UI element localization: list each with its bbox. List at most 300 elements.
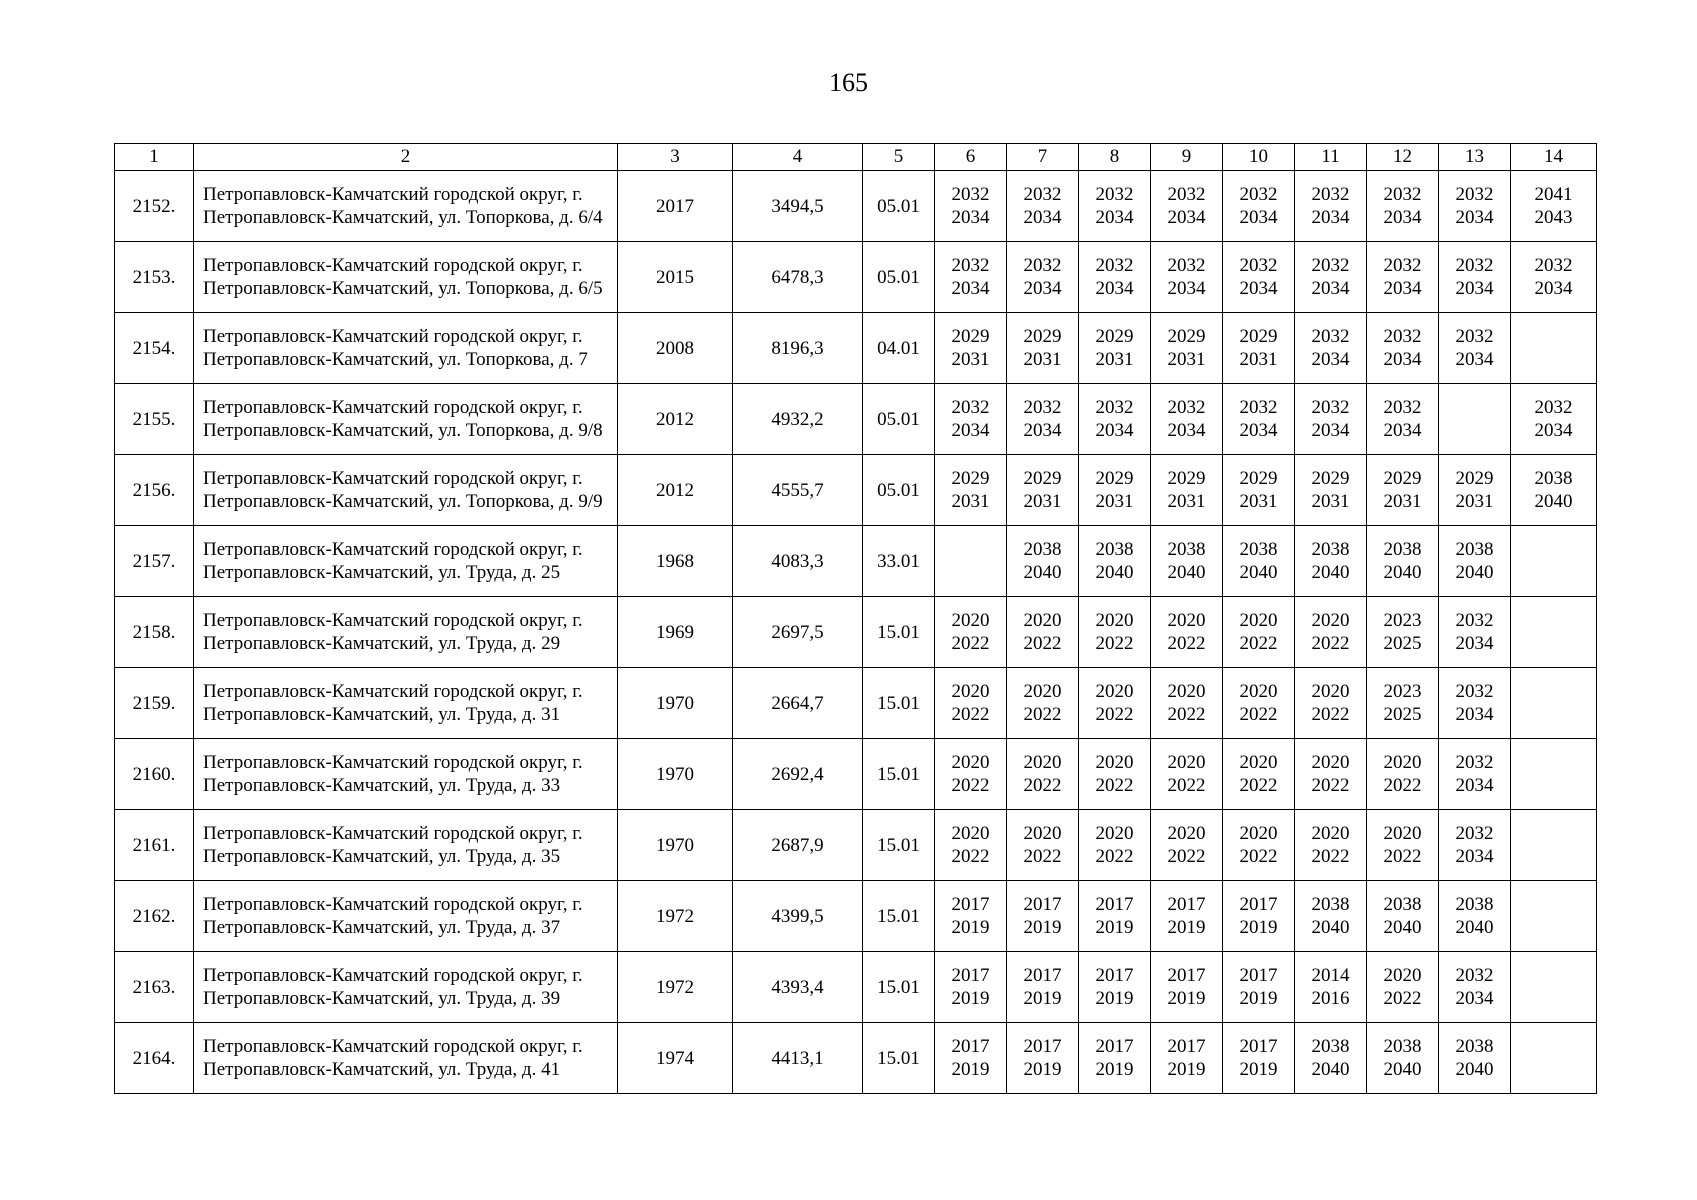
period-years: 2032 2034 — [1167, 184, 1206, 228]
year-built-cell: 1968 — [618, 526, 733, 597]
column-number-cell: 13 — [1439, 144, 1511, 171]
period-years: 2032 2034 — [1311, 326, 1350, 370]
row-number-cell: 2154. — [115, 313, 194, 384]
period-years: 2032 2034 — [1311, 255, 1350, 299]
column-number-cell: 5 — [863, 144, 935, 171]
area-cell: 4932,2 — [733, 384, 863, 455]
table-row — [115, 810, 1597, 881]
period-years: 2017 2019 — [951, 894, 990, 938]
address-cell: Петропавловск-Камчатский городской округ, г. Петропавловск-Камчатский, ул. Труда, д. 39 — [194, 952, 618, 1023]
period-cell — [1511, 597, 1597, 668]
period-years: 2017 2019 — [1239, 894, 1278, 938]
area-cell: 4555,7 — [733, 455, 863, 526]
row-number-cell: 2159. — [115, 668, 194, 739]
period-cell — [1439, 526, 1511, 597]
table-row — [115, 313, 1597, 384]
period-years: 2038 2040 — [1383, 1036, 1422, 1080]
period-years: 2017 2019 — [1095, 894, 1134, 938]
period-years: 2038 2040 — [1167, 539, 1206, 583]
year-built-cell: 2015 — [618, 242, 733, 313]
period-cell — [1367, 384, 1439, 455]
period-cell — [1007, 171, 1079, 242]
period-years: 2038 2040 — [1095, 539, 1134, 583]
period-cell — [1367, 455, 1439, 526]
period-cell — [1439, 881, 1511, 952]
code-cell: 15.01 — [863, 597, 935, 668]
period-years: 2032 2034 — [1534, 255, 1573, 299]
table-row — [115, 242, 1597, 313]
period-years: 2020 2022 — [951, 823, 990, 867]
period-cell — [1223, 1023, 1295, 1094]
period-cell — [1151, 384, 1223, 455]
period-cell — [1079, 810, 1151, 881]
period-cell — [935, 668, 1007, 739]
period-cell — [1223, 242, 1295, 313]
period-cell — [1295, 739, 1367, 810]
period-years: 2017 2019 — [1023, 965, 1062, 1009]
code-cell: 05.01 — [863, 384, 935, 455]
row-number-cell: 2157. — [115, 526, 194, 597]
period-cell — [1079, 881, 1151, 952]
period-cell — [1007, 952, 1079, 1023]
period-cell — [1223, 313, 1295, 384]
table-row — [115, 384, 1597, 455]
period-cell — [1007, 313, 1079, 384]
period-cell — [1295, 597, 1367, 668]
period-cell — [1151, 313, 1223, 384]
period-cell — [935, 455, 1007, 526]
period-years: 2017 2019 — [1095, 965, 1134, 1009]
period-cell — [1295, 881, 1367, 952]
period-years: 2032 2034 — [951, 255, 990, 299]
period-years: 2017 2019 — [1167, 1036, 1206, 1080]
period-cell — [1511, 384, 1597, 455]
table-row — [115, 668, 1597, 739]
period-years: 2017 2019 — [1167, 965, 1206, 1009]
period-cell — [1223, 881, 1295, 952]
period-years: 2029 2031 — [951, 468, 990, 512]
row-number-cell: 2164. — [115, 1023, 194, 1094]
period-years: 2020 2022 — [1239, 823, 1278, 867]
period-years: 2020 2022 — [1023, 752, 1062, 796]
period-cell — [1367, 597, 1439, 668]
table-body — [115, 144, 1597, 1094]
period-years: 2017 2019 — [1239, 965, 1278, 1009]
period-years: 2032 2034 — [1455, 752, 1494, 796]
area-cell: 2664,7 — [733, 668, 863, 739]
row-number-cell: 2162. — [115, 881, 194, 952]
period-years: 2020 2022 — [951, 610, 990, 654]
period-cell — [1295, 242, 1367, 313]
period-years: 2038 2040 — [1311, 894, 1350, 938]
period-cell — [1151, 952, 1223, 1023]
period-years: 2020 2022 — [1239, 681, 1278, 725]
period-years: 2020 2022 — [1167, 610, 1206, 654]
register-table — [114, 143, 1597, 1094]
area-cell: 2687,9 — [733, 810, 863, 881]
period-cell — [1295, 455, 1367, 526]
column-number-cell: 10 — [1223, 144, 1295, 171]
period-years: 2017 2019 — [1239, 1036, 1278, 1080]
period-years: 2032 2034 — [1311, 184, 1350, 228]
period-years: 2020 2022 — [1095, 610, 1134, 654]
period-cell — [1511, 952, 1597, 1023]
period-cell — [935, 952, 1007, 1023]
row-number-cell: 2156. — [115, 455, 194, 526]
period-years: 2020 2022 — [1023, 681, 1062, 725]
column-number-cell: 2 — [194, 144, 618, 171]
period-years: 2020 2022 — [1383, 823, 1422, 867]
period-cell — [1223, 810, 1295, 881]
period-cell — [1439, 952, 1511, 1023]
period-cell — [1151, 668, 1223, 739]
period-cell — [1007, 597, 1079, 668]
period-cell — [1439, 455, 1511, 526]
row-number-cell: 2152. — [115, 171, 194, 242]
column-number-cell: 8 — [1079, 144, 1151, 171]
period-cell — [1223, 668, 1295, 739]
area-cell: 2697,5 — [733, 597, 863, 668]
period-cell — [1151, 1023, 1223, 1094]
period-cell — [1151, 455, 1223, 526]
period-years: 2038 2040 — [1239, 539, 1278, 583]
period-cell — [1007, 242, 1079, 313]
period-years: 2029 2031 — [1023, 326, 1062, 370]
period-cell — [1439, 1023, 1511, 1094]
period-cell — [1295, 384, 1367, 455]
code-cell: 15.01 — [863, 1023, 935, 1094]
period-cell — [1367, 1023, 1439, 1094]
period-years: 2020 2022 — [951, 752, 990, 796]
period-cell — [935, 810, 1007, 881]
period-years: 2032 2034 — [1167, 255, 1206, 299]
period-cell — [1367, 242, 1439, 313]
period-years: 2029 2031 — [1095, 468, 1134, 512]
period-cell — [1223, 739, 1295, 810]
period-cell — [1079, 952, 1151, 1023]
period-years: 2041 2043 — [1534, 184, 1573, 228]
period-cell — [1511, 810, 1597, 881]
period-cell — [1223, 597, 1295, 668]
code-cell: 05.01 — [863, 171, 935, 242]
period-years: 2020 2022 — [1095, 752, 1134, 796]
row-number-cell: 2158. — [115, 597, 194, 668]
area-cell: 8196,3 — [733, 313, 863, 384]
row-number-cell: 2155. — [115, 384, 194, 455]
period-cell — [1511, 242, 1597, 313]
period-years: 2032 2034 — [1023, 397, 1062, 441]
period-years: 2032 2034 — [1239, 184, 1278, 228]
column-number-cell: 3 — [618, 144, 733, 171]
year-built-cell: 1972 — [618, 952, 733, 1023]
table-row — [115, 597, 1597, 668]
table-row — [115, 1023, 1597, 1094]
code-cell: 33.01 — [863, 526, 935, 597]
period-cell — [1367, 313, 1439, 384]
period-cell — [1079, 668, 1151, 739]
period-years: 2017 2019 — [1095, 1036, 1134, 1080]
period-years: 2029 2031 — [1239, 326, 1278, 370]
column-number-cell: 11 — [1295, 144, 1367, 171]
period-cell — [935, 313, 1007, 384]
table-row — [115, 526, 1597, 597]
period-cell — [1367, 952, 1439, 1023]
address-cell: Петропавловск-Камчатский городской округ, г. Петропавловск-Камчатский, ул. Топоркова, д. 6/4 — [194, 171, 618, 242]
period-years: 2032 2034 — [951, 184, 990, 228]
period-years: 2020 2022 — [1023, 610, 1062, 654]
period-cell — [1295, 526, 1367, 597]
period-cell — [1439, 313, 1511, 384]
period-cell — [1511, 668, 1597, 739]
period-cell — [1079, 739, 1151, 810]
period-years: 2017 2019 — [951, 1036, 990, 1080]
period-years: 2032 2034 — [1455, 184, 1494, 228]
period-cell — [1439, 384, 1511, 455]
row-number-cell: 2153. — [115, 242, 194, 313]
period-cell — [1079, 313, 1151, 384]
period-years: 2032 2034 — [1455, 610, 1494, 654]
period-cell — [1007, 384, 1079, 455]
period-years: 2038 2040 — [1311, 1036, 1350, 1080]
period-years: 2038 2040 — [1534, 468, 1573, 512]
code-cell: 15.01 — [863, 881, 935, 952]
period-cell — [1367, 810, 1439, 881]
period-years: 2038 2040 — [1383, 894, 1422, 938]
period-cell — [1439, 597, 1511, 668]
column-number-cell: 9 — [1151, 144, 1223, 171]
column-number-row — [115, 144, 1597, 171]
period-cell — [1079, 455, 1151, 526]
period-cell — [1439, 739, 1511, 810]
period-cell — [1295, 313, 1367, 384]
column-number-cell: 4 — [733, 144, 863, 171]
table-row — [115, 881, 1597, 952]
period-years: 2017 2019 — [1167, 894, 1206, 938]
period-cell — [1511, 313, 1597, 384]
address-cell: Петропавловск-Камчатский городской округ, г. Петропавловск-Камчатский, ул. Труда, д. 35 — [194, 810, 618, 881]
period-cell — [1295, 171, 1367, 242]
code-cell: 04.01 — [863, 313, 935, 384]
area-cell: 3494,5 — [733, 171, 863, 242]
address-cell: Петропавловск-Камчатский городской округ, г. Петропавловск-Камчатский, ул. Топоркова, д. 6/5 — [194, 242, 618, 313]
period-cell — [1295, 668, 1367, 739]
code-cell: 05.01 — [863, 242, 935, 313]
year-built-cell: 1970 — [618, 668, 733, 739]
year-built-cell: 1974 — [618, 1023, 733, 1094]
period-cell — [1439, 668, 1511, 739]
year-built-cell: 1972 — [618, 881, 733, 952]
period-years: 2032 2034 — [1095, 397, 1134, 441]
period-years: 2020 2022 — [1311, 823, 1350, 867]
period-years: 2020 2022 — [1311, 752, 1350, 796]
address-cell: Петропавловск-Камчатский городской округ, г. Петропавловск-Камчатский, ул. Топоркова, д. 9/9 — [194, 455, 618, 526]
period-cell — [1151, 526, 1223, 597]
period-cell — [1151, 597, 1223, 668]
page-number: 165 — [829, 68, 868, 97]
row-number-cell: 2161. — [115, 810, 194, 881]
period-years: 2020 2022 — [1239, 610, 1278, 654]
period-cell — [1367, 171, 1439, 242]
period-cell — [1295, 952, 1367, 1023]
period-years: 2032 2034 — [1383, 397, 1422, 441]
period-years: 2032 2034 — [1383, 326, 1422, 370]
period-years: 2020 2022 — [1311, 681, 1350, 725]
period-cell — [1079, 384, 1151, 455]
period-cell — [1079, 526, 1151, 597]
code-cell: 15.01 — [863, 810, 935, 881]
address-cell: Петропавловск-Камчатский городской округ, г. Петропавловск-Камчатский, ул. Топоркова, д. 9/8 — [194, 384, 618, 455]
period-years: 2038 2040 — [1023, 539, 1062, 583]
period-years: 2014 2016 — [1311, 965, 1350, 1009]
period-cell — [1511, 171, 1597, 242]
period-cell — [1367, 668, 1439, 739]
period-years: 2020 2022 — [1095, 823, 1134, 867]
period-cell — [1151, 881, 1223, 952]
period-cell — [1295, 1023, 1367, 1094]
period-cell — [1079, 597, 1151, 668]
period-cell — [1007, 739, 1079, 810]
address-cell: Петропавловск-Камчатский городской округ, г. Петропавловск-Камчатский, ул. Труда, д. 37 — [194, 881, 618, 952]
table-row — [115, 952, 1597, 1023]
area-cell: 4399,5 — [733, 881, 863, 952]
period-years: 2020 2022 — [1383, 752, 1422, 796]
period-years: 2017 2019 — [1023, 1036, 1062, 1080]
period-years: 2038 2040 — [1455, 1036, 1494, 1080]
year-built-cell: 1969 — [618, 597, 733, 668]
period-years: 2032 2034 — [1239, 397, 1278, 441]
period-years: 2032 2034 — [1455, 823, 1494, 867]
period-cell — [1151, 739, 1223, 810]
table-row — [115, 455, 1597, 526]
area-cell: 4083,3 — [733, 526, 863, 597]
period-years: 2020 2022 — [1239, 752, 1278, 796]
column-number-cell: 14 — [1511, 144, 1597, 171]
period-cell — [1223, 526, 1295, 597]
period-years: 2038 2040 — [1311, 539, 1350, 583]
period-years: 2017 2019 — [951, 965, 990, 1009]
period-years: 2032 2034 — [1023, 255, 1062, 299]
period-cell — [1007, 1023, 1079, 1094]
row-number-cell: 2163. — [115, 952, 194, 1023]
period-cell — [1223, 384, 1295, 455]
code-cell: 05.01 — [863, 455, 935, 526]
code-cell: 15.01 — [863, 952, 935, 1023]
period-cell — [1295, 810, 1367, 881]
address-cell: Петропавловск-Камчатский городской округ, г. Петропавловск-Камчатский, ул. Труда, д. 25 — [194, 526, 618, 597]
period-years: 2020 2022 — [1311, 610, 1350, 654]
area-cell: 2692,4 — [733, 739, 863, 810]
period-years: 2029 2031 — [1311, 468, 1350, 512]
year-built-cell: 2012 — [618, 455, 733, 526]
period-cell — [1439, 242, 1511, 313]
period-years: 2023 2025 — [1383, 610, 1422, 654]
table-row — [115, 739, 1597, 810]
period-cell — [1367, 526, 1439, 597]
period-years: 2029 2031 — [1095, 326, 1134, 370]
year-built-cell: 2008 — [618, 313, 733, 384]
period-years: 2032 2034 — [951, 397, 990, 441]
period-cell — [1151, 242, 1223, 313]
period-years: 2017 2019 — [1023, 894, 1062, 938]
period-cell — [1223, 171, 1295, 242]
period-years: 2029 2031 — [1167, 326, 1206, 370]
row-number-cell: 2160. — [115, 739, 194, 810]
period-years: 2029 2031 — [1383, 468, 1422, 512]
period-years: 2032 2034 — [1167, 397, 1206, 441]
column-number-cell: 1 — [115, 144, 194, 171]
address-cell: Петропавловск-Камчатский городской округ, г. Петропавловск-Камчатский, ул. Труда, д. 31 — [194, 668, 618, 739]
period-cell — [935, 171, 1007, 242]
period-cell — [1079, 171, 1151, 242]
period-years: 2032 2034 — [1455, 681, 1494, 725]
period-cell — [935, 242, 1007, 313]
period-years: 2029 2031 — [1239, 468, 1278, 512]
address-cell: Петропавловск-Камчатский городской округ, г. Петропавловск-Камчатский, ул. Труда, д. 33 — [194, 739, 618, 810]
period-cell — [1007, 810, 1079, 881]
period-years: 2020 2022 — [951, 681, 990, 725]
period-years: 2020 2022 — [1095, 681, 1134, 725]
table-row — [115, 171, 1597, 242]
period-cell — [1439, 171, 1511, 242]
period-cell — [1007, 526, 1079, 597]
period-years: 2020 2022 — [1023, 823, 1062, 867]
period-years: 2038 2040 — [1383, 539, 1422, 583]
area-cell: 6478,3 — [733, 242, 863, 313]
period-years: 2023 2025 — [1383, 681, 1422, 725]
period-cell — [1223, 455, 1295, 526]
period-cell — [1511, 881, 1597, 952]
period-cell — [1439, 810, 1511, 881]
period-years: 2032 2034 — [1311, 397, 1350, 441]
column-number-cell: 7 — [1007, 144, 1079, 171]
period-cell — [1367, 739, 1439, 810]
year-built-cell: 1970 — [618, 810, 733, 881]
address-cell: Петропавловск-Камчатский городской округ, г. Петропавловск-Камчатский, ул. Труда, д. 29 — [194, 597, 618, 668]
code-cell: 15.01 — [863, 668, 935, 739]
period-years: 2020 2022 — [1167, 752, 1206, 796]
period-years: 2020 2022 — [1167, 823, 1206, 867]
period-cell — [1223, 952, 1295, 1023]
period-years: 2032 2034 — [1239, 255, 1278, 299]
period-cell — [1007, 455, 1079, 526]
period-cell — [935, 384, 1007, 455]
address-cell: Петропавловск-Камчатский городской округ, г. Петропавловск-Камчатский, ул. Топоркова, д. 7 — [194, 313, 618, 384]
period-years: 2038 2040 — [1455, 894, 1494, 938]
period-years: 2032 2034 — [1455, 255, 1494, 299]
address-cell: Петропавловск-Камчатский городской округ, г. Петропавловск-Камчатский, ул. Труда, д. 41 — [194, 1023, 618, 1094]
period-cell — [935, 1023, 1007, 1094]
period-years: 2032 2034 — [1095, 184, 1134, 228]
period-cell — [1151, 171, 1223, 242]
period-cell — [1079, 242, 1151, 313]
period-cell — [935, 526, 1007, 597]
year-built-cell: 2012 — [618, 384, 733, 455]
period-years: 2032 2034 — [1023, 184, 1062, 228]
column-number-cell: 12 — [1367, 144, 1439, 171]
period-years: 2032 2034 — [1095, 255, 1134, 299]
period-years: 2029 2031 — [1455, 468, 1494, 512]
period-years: 2032 2034 — [1534, 397, 1573, 441]
period-cell — [1151, 810, 1223, 881]
period-years: 2020 2022 — [1167, 681, 1206, 725]
period-cell — [1367, 881, 1439, 952]
area-cell: 4413,1 — [733, 1023, 863, 1094]
period-cell — [1511, 739, 1597, 810]
period-cell — [935, 881, 1007, 952]
period-cell — [1511, 1023, 1597, 1094]
period-cell — [1511, 455, 1597, 526]
period-years: 2032 2034 — [1455, 965, 1494, 1009]
